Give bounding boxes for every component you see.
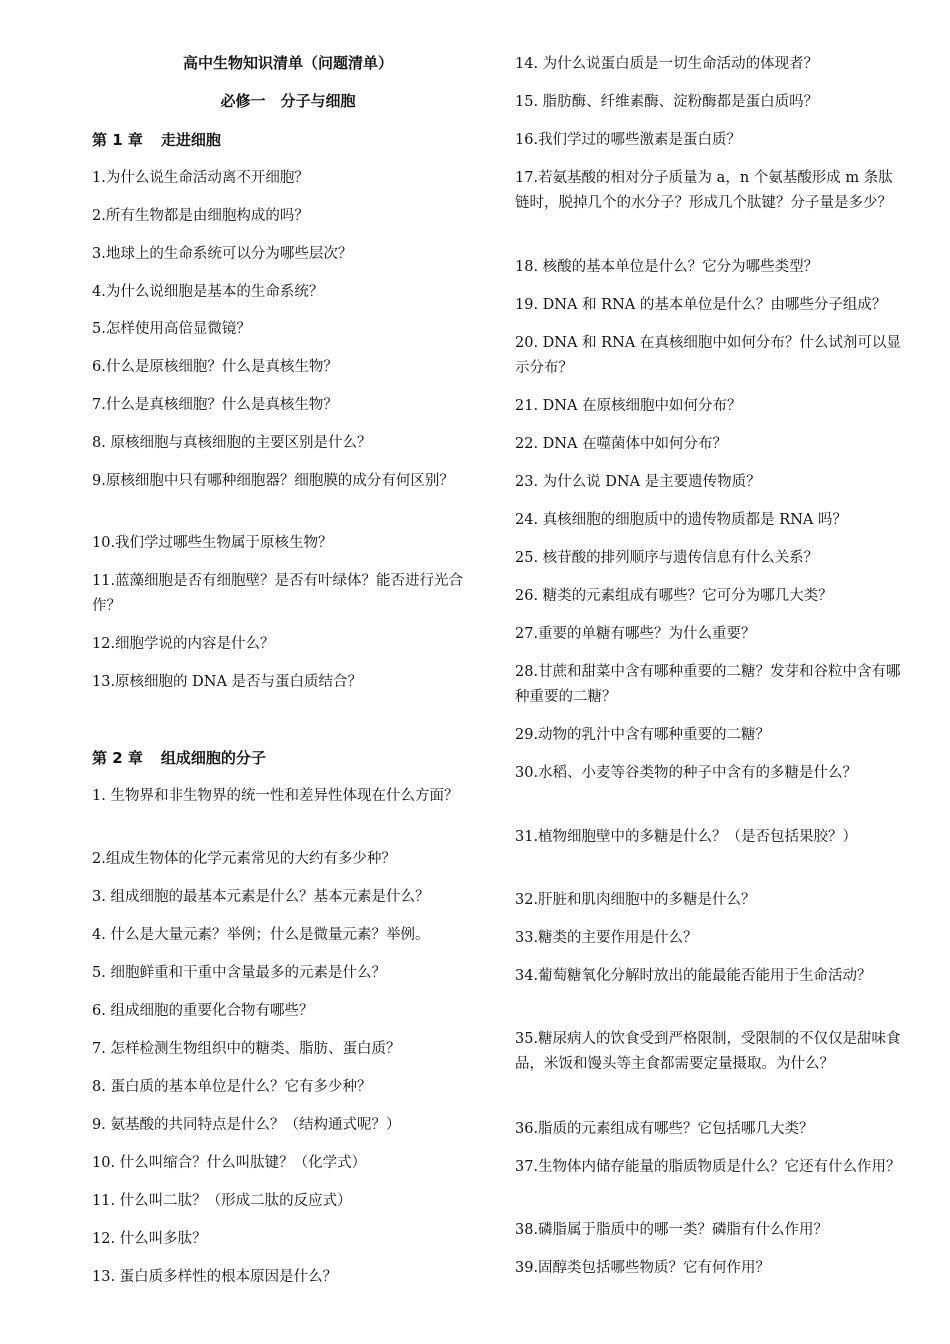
question-item: 16.我们学过的哪些激素是蛋白质？ (515, 132, 742, 148)
question-item: 5. 细胞鲜重和干重中含量最多的元素是什么？ (92, 965, 386, 981)
document-subtitle: 必修一 分子与细胞 (220, 92, 356, 110)
question-item: 17.若氨基酸的相对分子质量为 a，n 个氨基酸形成 m 条肽链时，脱掉几个的水分子？形成几个肽键？分子量是多少？ (515, 170, 893, 211)
question-item: 10.我们学过哪些生物属于原核生物？ (92, 535, 333, 551)
question-item: 25. 核苷酸的排列顺序与遗传信息有什么关系？ (515, 550, 819, 566)
question-item: 38.磷脂属于脂质中的哪一类？磷脂有什么作用？ (515, 1222, 829, 1238)
question-item: 4. 什么是大量元素？举例；什么是微量元素？举例。 (92, 927, 430, 943)
question-item: 1. 生物界和非生物界的统一性和差异性体现在什么方面？ (92, 788, 459, 804)
chapter-1-number: 第 1 章 (92, 131, 143, 149)
question-item: 27.重要的单糖有哪些？为什么重要？ (515, 626, 756, 642)
question-item: 11.蓝藻细胞是否有细胞壁？是否有叶绿体？能否进行光合作？ (92, 573, 464, 614)
question-item: 12. 什么叫多肽？ (92, 1231, 207, 1247)
question-item: 4.为什么说细胞是基本的生命系统？ (92, 284, 324, 300)
question-item: 8. 蛋白质的基本单位是什么？它有多少种？ (92, 1079, 372, 1095)
question-item: 26. 糖类的元素组成有哪些？它可分为哪几大类？ (515, 588, 833, 604)
question-item: 14. 为什么说蛋白质是一切生命活动的体现者？ (515, 56, 819, 72)
question-item: 10. 什么叫缩合？什么叫肽键？（化学式） (92, 1155, 367, 1171)
question-item: 21. DNA 在原核细胞中如何分布？ (515, 398, 742, 414)
question-item: 32.肝脏和肌肉细胞中的多糖是什么？ (515, 892, 756, 908)
chapter-2-number: 第 2 章 (92, 749, 143, 767)
question-item: 24. 真核细胞的细胞质中的遗传物质都是 RNA 吗？ (515, 512, 847, 528)
question-item: 23. 为什么说 DNA 是主要遗传物质？ (515, 474, 761, 490)
chapter-1-name: 走进细胞 (160, 131, 221, 149)
question-item: 13. 蛋白质多样性的根本原因是什么？ (92, 1269, 338, 1285)
question-item: 34.葡萄糖氧化分解时放出的能最能否能用于生命活动？ (515, 968, 872, 984)
question-item: 6.什么是原核细胞？什么是真核生物？ (92, 359, 338, 375)
question-item: 39.固醇类包括哪些物质？它有何作用？ (515, 1260, 771, 1276)
question-item: 18. 核酸的基本单位是什么？它分为哪些类型？ (515, 259, 819, 275)
document-title: 高中生物知识清单（问题清单） (182, 54, 393, 72)
question-item: 11. 什么叫二肽？（形成二肽的反应式） (92, 1193, 352, 1209)
question-item: 3.地球上的生命系统可以分为哪些层次？ (92, 246, 353, 262)
question-item: 8. 原核细胞与真核细胞的主要区别是什么？ (92, 435, 372, 451)
question-item: 29.动物的乳汁中含有哪种重要的二糖？ (515, 727, 771, 743)
question-item: 2.所有生物都是由细胞构成的吗？ (92, 208, 309, 224)
question-item: 31.植物细胞壁中的多糖是什么？（是否包括果胶？） (515, 829, 858, 845)
question-item: 20. DNA 和 RNA 在真核细胞中如何分布？什么试剂可以显示分布？ (515, 335, 901, 376)
question-item: 37.生物体内储存能量的脂质物质是什么？它还有什么作用？ (515, 1159, 901, 1175)
question-item: 2.组成生物体的化学元素常见的大约有多少种？ (92, 851, 396, 867)
question-item: 13.原核细胞的 DNA 是否与蛋白质结合？ (92, 674, 363, 690)
question-item: 33.糖类的主要作用是什么？ (515, 930, 698, 946)
question-item: 22. DNA 在噬菌体中如何分布？ (515, 436, 728, 452)
question-item: 36.脂质的元素组成有哪些？它包括哪几大类？ (515, 1121, 814, 1137)
question-item: 28.甘蔗和甜菜中含有哪种重要的二糖？发芽和谷粒中含有哪种重要的二糖？ (515, 664, 901, 705)
question-item: 5.怎样使用高倍显微镜？ (92, 321, 251, 337)
question-item: 35.糖尿病人的饮食受到严格限制，受限制的不仅仅是甜味食品，米饭和馒头等主食都需要定量摄取。为什么？ (515, 1031, 901, 1072)
question-item: 12.细胞学说的内容是什么？ (92, 636, 275, 652)
question-item: 7.什么是真核细胞？什么是真核生物？ (92, 397, 338, 413)
question-item: 30.水稻、小麦等谷类物的种子中含有的多糖是什么？ (515, 765, 858, 781)
question-item: 6. 组成细胞的重要化合物有哪些？ (92, 1003, 314, 1019)
question-item: 9.原核细胞中只有哪种细胞器？细胞膜的成分有何区别？ (92, 473, 454, 489)
question-item: 1.为什么说生命活动离不开细胞？ (92, 170, 309, 186)
chapter-2-name: 组成细胞的分子 (160, 749, 266, 767)
question-item: 9. 氨基酸的共同特点是什么？（结构通式呢？） (92, 1117, 401, 1133)
chapter-1-heading (92, 128, 484, 153)
question-item: 7. 怎样检测生物组织中的糖类、脂肪、蛋白质？ (92, 1041, 401, 1057)
chapter-2-heading (92, 746, 484, 771)
question-item: 19. DNA 和 RNA 的基本单位是什么？由哪些分子组成？ (515, 297, 887, 313)
question-item: 3. 组成细胞的最基本元素是什么？基本元素是什么？ (92, 889, 430, 905)
question-item: 15. 脂肪酶、纤维素酶、淀粉酶都是蛋白质吗？ (515, 94, 819, 110)
